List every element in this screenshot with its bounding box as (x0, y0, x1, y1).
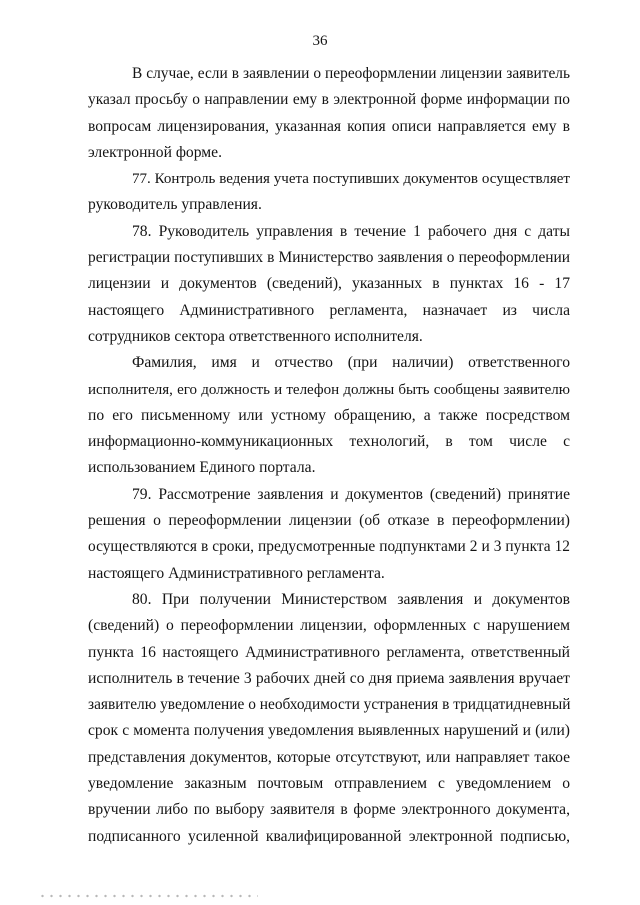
text-line: использованием Единого портала. (88, 459, 316, 477)
text-line: руководитель управления. (88, 196, 262, 214)
text-line: настоящего Административного регламента, назначает из числа (88, 301, 570, 319)
text-line: настоящего Административного регламента. (88, 564, 385, 582)
text-line: решения о переоформлении лицензии (об отказе в переоформлении) (88, 512, 570, 530)
text-line: представления документов, которые отсутствуют, или направляет такое (88, 748, 570, 766)
text-line: по его письменному или устному обращению, а также посредством (88, 406, 570, 424)
text-line: 78. Руководитель управления в течение 1 рабочего дня с даты (132, 222, 570, 240)
text-line: (сведений) о переоформлении лицензии, оформленных с нарушением (88, 617, 570, 635)
text-line: указал просьбу о направлении ему в электронной форме информации по (88, 91, 570, 109)
text-line: подписанного усиленной квалифицированной электронной подписью, (88, 827, 570, 845)
text-line: 77. Контроль ведения учета поступивших документов осуществляет (132, 171, 570, 188)
text-line: осуществляются в сроки, предусмотренные подпунктами 2 и 3 пункта 12 (88, 538, 570, 556)
document-body (88, 61, 570, 850)
text-line: исполнителя, его должность и телефон должны быть сообщены заявителю (88, 381, 570, 398)
scan-artifact (38, 893, 258, 899)
text-line: информационно-коммуникационных технологий, в том числе с (88, 433, 570, 451)
text-line: 79. Рассмотрение заявления и документов (сведений) принятие (132, 485, 570, 503)
text-line: вручении либо по выбору заявителя в форме электронного документа, (88, 801, 570, 819)
text-line: срок с момента получения уведомления выявленных нарушений и (или) (88, 722, 570, 740)
text-line: заявителю уведомление о необходимости устранения в тридцатидневный (88, 696, 571, 714)
text-line: исполнитель в течение 3 рабочих дней со дня приема заявления вручает (88, 669, 570, 687)
text-line: В случае, если в заявлении о переоформлении лицензии заявитель (132, 65, 570, 82)
text-line: сотрудников сектора ответственного исполнителя. (88, 327, 423, 345)
text-line: вопросам лицензирования, указанная копия описи направляется ему в (88, 117, 570, 135)
text-line: уведомление заказным почтовым отправлением с уведомлением о (88, 775, 570, 793)
text-line: электронной форме. (88, 143, 222, 161)
text-line: Фамилия, имя и отчество (при наличии) ответственного (132, 354, 570, 372)
text-line: лицензии и документов (сведений), указанных в пунктах 16 - 17 (88, 275, 570, 293)
text-line: пункта 16 настоящего Административного регламента, ответственный (88, 643, 570, 661)
page-number: 36 (312, 33, 328, 49)
text-line: 80. При получении Министерством заявления и документов (132, 590, 570, 608)
text-line: регистрации поступивших в Министерство заявления о переоформлении (88, 249, 570, 267)
